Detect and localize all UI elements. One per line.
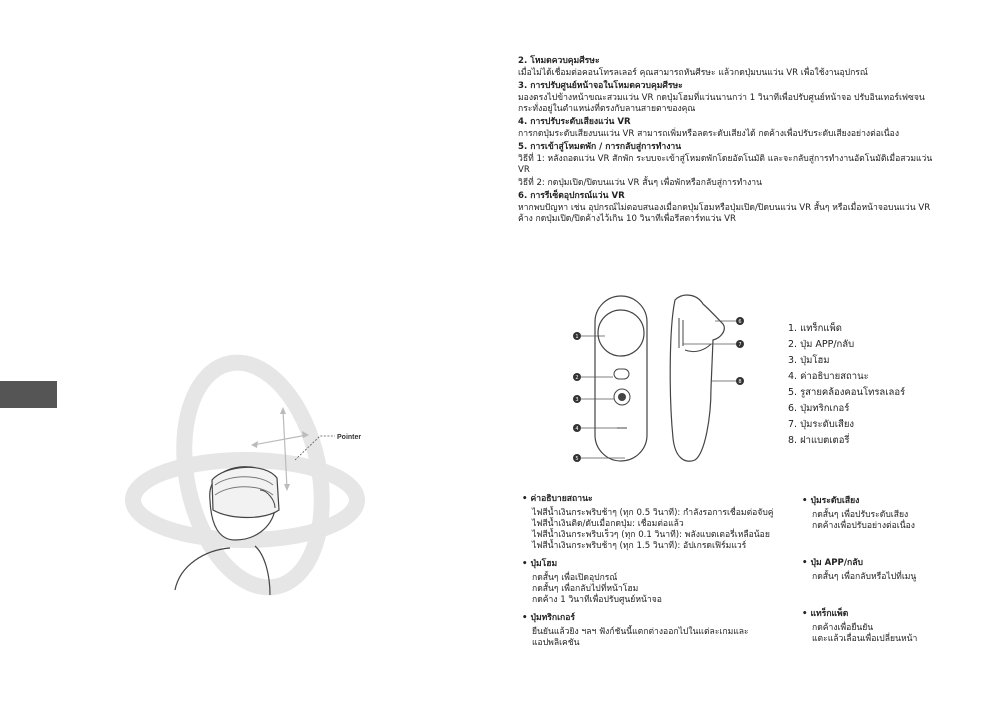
section-heading: 2. โหมดควบคุมศีรษะ [518, 56, 600, 66]
svg-text:2: 2 [575, 375, 579, 381]
svg-text:5: 5 [575, 456, 579, 462]
svg-text:6: 6 [738, 319, 742, 325]
instruction-section [518, 117, 943, 140]
description-item [802, 496, 972, 532]
section-text: มองตรงไปข้างหน้าขณะสวมแว่น VR กดปุ่มโฮมที่แว่นนานกว่า 1 วินาทีเพื่อปรับศูนย์หน้าจอ ปรับอินเทอร์เฟซจนกระทั่งอยู่ในตำแหน่งที่ตรงกับลานสายตาของคุณ [518, 93, 925, 114]
instruction-section [518, 56, 943, 79]
callout-6 [736, 317, 744, 325]
callout-1 [573, 332, 581, 340]
description-line: กดค้างเพื่อปรับอย่างต่อเนื่อง [812, 521, 915, 531]
parts-list-item: 1. แทร็กแพ็ด [788, 323, 842, 334]
section-tab [0, 381, 57, 408]
description-line: กดสั้นๆ เพื่อกลับหรือไปที่เมนู [812, 572, 917, 582]
description-line: กดสั้นๆ เพื่อปรับระดับเสียง [812, 510, 909, 520]
description-title: • แทร็กแพ็ด [802, 609, 972, 620]
description-title: • ปุ่ม APP/กลับ [802, 558, 972, 569]
callout-5 [573, 454, 581, 462]
callout-4 [573, 424, 581, 432]
svg-text:4: 4 [575, 426, 579, 432]
callout-2 [573, 373, 581, 381]
section-heading: 5. การเข้าสู่โหมดพัก / การกลับสู่การทำงาน [518, 142, 682, 152]
description-item [522, 613, 782, 649]
section-heading: 3. การปรับศูนย์หน้าจอในโหมดควบคุมศีรษะ [518, 81, 683, 91]
parts-list-item: 7. ปุ่มระดับเสียง [788, 419, 855, 430]
trackpad-shape [598, 310, 644, 356]
description-title: • ค่าอธิบายสถานะ [522, 494, 782, 505]
description-line: กดค้างเพื่อยืนยัน [812, 623, 874, 633]
description-line: กดสั้นๆ เพื่อเปิดอุปกรณ์ [532, 573, 618, 583]
section-heading: 4. การปรับระดับเสียงแว่น VR [518, 117, 631, 127]
description-title: • ปุ่มทริกเกอร์ [522, 613, 782, 624]
callout-8 [736, 377, 744, 385]
controller-diagram [565, 288, 755, 468]
svg-text:3: 3 [575, 397, 579, 403]
head-control-illustration [115, 350, 385, 600]
description-line: กดค้าง 1 วินาทีเพื่อปรับศูนย์หน้าจอ [532, 595, 662, 605]
description-line: ไฟสีน้ำเงินกระพริบช้าๆ (ทุก 1.5 วินาที): อัปเกรดเฟิร์มแวร์ [532, 541, 747, 551]
description-line: แตะแล้วเลื่อนเพื่อเปลี่ยนหน้า [812, 634, 918, 644]
description-item [522, 494, 782, 552]
description-title: • ปุ่มโฮม [522, 559, 782, 570]
parts-list [788, 321, 905, 449]
parts-list-item: 2. ปุ่ม APP/กลับ [788, 339, 855, 350]
section-text: วิธีที่ 2: กดปุ่มเปิด/ปิดบนแว่น VR สั้นๆ เพื่อพักหรือกลับสู่การทำงาน [518, 178, 762, 188]
descriptions-right [802, 496, 972, 671]
parts-list-item: 6. ปุ่มทริกเกอร์ [788, 403, 850, 414]
section-text: เมื่อไม่ได้เชื่อมต่อคอนโทรลเลอร์ คุณสามารถหันศีรษะ แล้วกดปุ่มบนแว่น VR เพื่อใช้งานอุปกรณ์ [518, 68, 868, 78]
description-line: ยืนยันแล้วยิง ฯลฯ ฟังก์ชันนี้แตกต่างออกไปในแต่ละเกมและแอปพลิเคชัน [532, 627, 749, 648]
svg-text:1: 1 [575, 334, 579, 340]
callout-7 [736, 340, 744, 348]
pointer-label: Pointer [337, 434, 362, 441]
svg-text:7: 7 [738, 342, 742, 348]
section-heading: 6. การรีเซ็ตอุปกรณ์แว่น VR [518, 191, 625, 201]
description-line: กดสั้นๆ เพื่อกลับไปที่หน้าโฮม [532, 584, 639, 594]
section-text: การกดปุ่มระดับเสียงบนแว่น VR สามารถเพิ่มหรือลดระดับเสียงได้ กดค้างเพื่อปรับระดับเสียงอย่างต่อเนื่อง [518, 129, 900, 139]
section-text: วิธีที่ 1: หลังถอดแว่น VR สักพัก ระบบจะเข้าสู่โหมดพักโดยอัตโนมัติ และจะกลับสู่การทำงานอัตโนมัติเมื่อสวมแว่น VR [518, 154, 933, 175]
callout-3 [573, 395, 581, 403]
controller-side [670, 295, 724, 461]
descriptions-left [522, 494, 782, 656]
parts-list-item: 4. ค่าอธิบายสถานะ [788, 371, 869, 382]
description-item [802, 609, 972, 645]
description-line: ไฟสีน้ำเงินติด/ดับเมื่อกดปุ่ม: เชื่อมต่อแล้ว [532, 519, 684, 529]
parts-list-item: 8. ฝาแบตเตอรี่ [788, 435, 850, 446]
description-line: ไฟสีน้ำเงินกระพริบเร็วๆ (ทุก 0.1 วินาที): พลังแบตเตอรี่เหลือน้อย [532, 530, 770, 540]
description-line: ไฟสีน้ำเงินกระพริบช้าๆ (ทุก 0.5 วินาที): กำลังรอการเชื่อมต่อจับคู่ [532, 508, 774, 518]
description-item [522, 559, 782, 606]
instruction-section [518, 142, 943, 189]
description-title: • ปุ่มระดับเสียง [802, 496, 972, 507]
parts-list-item: 3. ปุ่มโฮม [788, 355, 830, 366]
app-button-shape [614, 369, 629, 379]
svg-text:8: 8 [738, 379, 742, 385]
instructions-block [518, 55, 943, 227]
instruction-section [518, 191, 943, 225]
description-item [802, 558, 972, 583]
parts-list-item: 5. รูสายคล้องคอนโทรลเลอร์ [788, 387, 906, 398]
instruction-section [518, 81, 943, 115]
section-text: หากพบปัญหา เช่น อุปกรณ์ไม่ตอบสนองเมื่อกดปุ่มโฮมหรือปุ่มเปิด/ปิดบนแว่น VR สั้นๆ หรือเมื่อหน้าจอบนแว่น VR ค้าง กดปุ่มเปิด/ปิดค้างไว้เกิน 10 วินาทีเพื่อรีสตาร์ทแว่น VR [518, 203, 931, 224]
